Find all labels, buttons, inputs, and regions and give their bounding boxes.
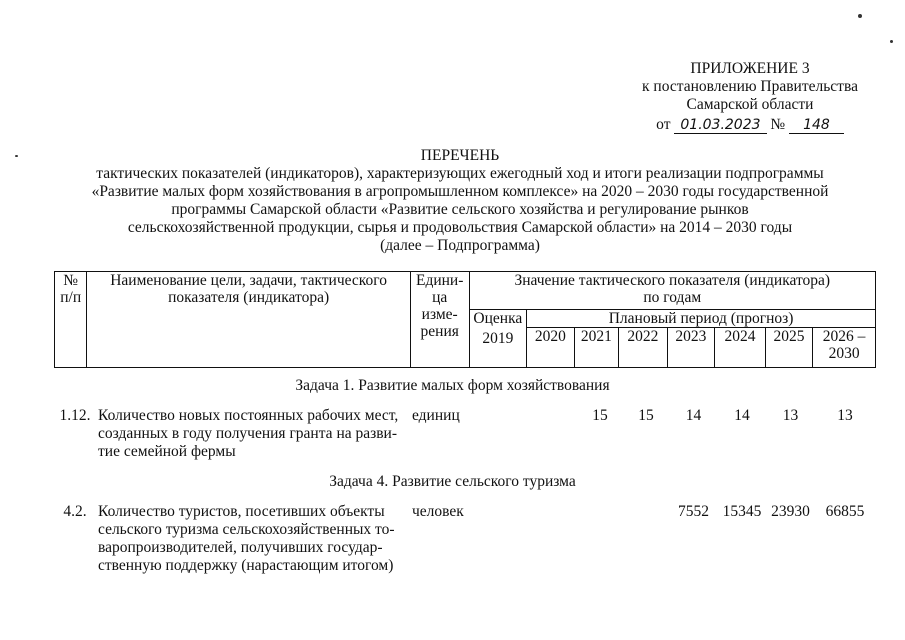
col-num-line-1: № [63, 272, 79, 289]
section-heading-task-4: Задача 4. Развитие сельского туризма [329, 473, 576, 490]
desc-line: тие семейной фермы [98, 443, 236, 460]
appendix-block [600, 60, 900, 134]
date-prefix: от [656, 116, 671, 133]
desc-line: созданных в году получения гранта на разви- [98, 425, 398, 442]
year-2020: 2020 [527, 328, 575, 368]
col-num-line-2: п/п [60, 289, 82, 306]
value-2025: 13 [837, 407, 853, 424]
desc-line: Количество туристов, посетивших объекты [98, 503, 385, 520]
scan-speck [858, 14, 862, 18]
value-2021: 15 [638, 407, 654, 424]
value-2026-2030: 66855 [825, 503, 865, 520]
value-2020: 15 [592, 407, 608, 424]
title-line-3: программы Самарской области «Развитие сельского хозяйства и регулирование рынков [171, 201, 749, 218]
year-2026-2030 [813, 328, 876, 368]
value-2025: 23930 [771, 503, 810, 520]
col-values-header [469, 272, 875, 310]
col-values-line-2: по годам [643, 289, 702, 306]
row-description [98, 407, 403, 461]
title-line-5: (далее – Подпрограмма) [380, 237, 540, 254]
section-heading-task-1: Задача 1. Развитие малых форм хозяйствования [295, 377, 610, 394]
value-2023: 7552 [678, 503, 709, 520]
appendix-subtitle: к постановлению Правительства [642, 78, 858, 95]
row-number: 4.2. [63, 503, 87, 520]
estimate-label: Оценка [473, 310, 523, 327]
estimate-year: 2019 [482, 330, 514, 347]
appendix-date-row [600, 116, 900, 134]
col-num-header [55, 272, 87, 368]
col-unit-header [410, 272, 469, 368]
col-unit-line-2: ца [432, 289, 448, 306]
year-2024: 2024 [715, 328, 766, 368]
col-name-line-2: показателя (индикатора) [168, 289, 330, 306]
scan-speck [15, 155, 18, 157]
desc-line: варопроизводителей, получивших государ- [98, 539, 383, 556]
col-unit-line-4: рения [420, 323, 459, 340]
title-line-4: сельскохозяйственной продукции, сырья и продовольствия Самарской области» на 2014 – 2030 годы [127, 219, 793, 236]
plan-period-header: Плановый период (прогноз) [527, 310, 876, 328]
document-title: ПЕРЕЧЕНЬ [420, 147, 500, 164]
year-2022: 2022 [619, 328, 668, 368]
number-prefix: № [770, 116, 786, 133]
year-2026-label: 2026 – [822, 328, 866, 345]
year-2030-label: 2030 [828, 345, 860, 362]
value-2024: 15345 [722, 503, 762, 520]
indicator-table-header [54, 271, 876, 368]
col-values-line-1: Значение тактического показателя (индикатора) [514, 272, 831, 289]
year-2025: 2025 [765, 328, 813, 368]
desc-line: Количество новых постоянных рабочих мест, [98, 407, 399, 424]
col-estimate-header [469, 310, 527, 368]
appendix-title: ПРИЛОЖЕНИЕ 3 [690, 60, 810, 77]
col-unit-line-1: Едини- [415, 272, 464, 289]
year-2021: 2021 [574, 328, 618, 368]
year-2023: 2023 [667, 328, 715, 368]
appendix-region: Самарской области [686, 96, 814, 113]
row-description [98, 503, 403, 575]
value-2022: 14 [685, 407, 702, 424]
title-line-2: «Развитие малых форм хозяйствования в агропромышленном комплексе» на 2020 – 2030 годы государственной [91, 183, 829, 200]
value-2023: 14 [734, 407, 750, 424]
handwritten-number: 148 [789, 118, 844, 134]
desc-line: ственную поддержку (нарастающим итогом) [98, 557, 394, 574]
col-name-line-1: Наименование цели, задачи, тактического [110, 272, 387, 289]
handwritten-date: 01.03.2023 [674, 118, 766, 134]
scan-speck [890, 40, 893, 43]
row-unit: единиц [412, 407, 460, 424]
col-name-header [87, 272, 411, 368]
desc-line: сельского туризма сельскохозяйственных то- [98, 521, 395, 538]
title-line-1: тактических показателей (индикаторов), характеризующих ежегодный ход и итоги реализации подпрограммы [96, 165, 824, 182]
col-unit-line-3: изме- [421, 306, 458, 323]
row-number: 1.12. [59, 407, 91, 424]
value-2024: 13 [782, 407, 799, 424]
row-unit: человек [412, 503, 464, 520]
